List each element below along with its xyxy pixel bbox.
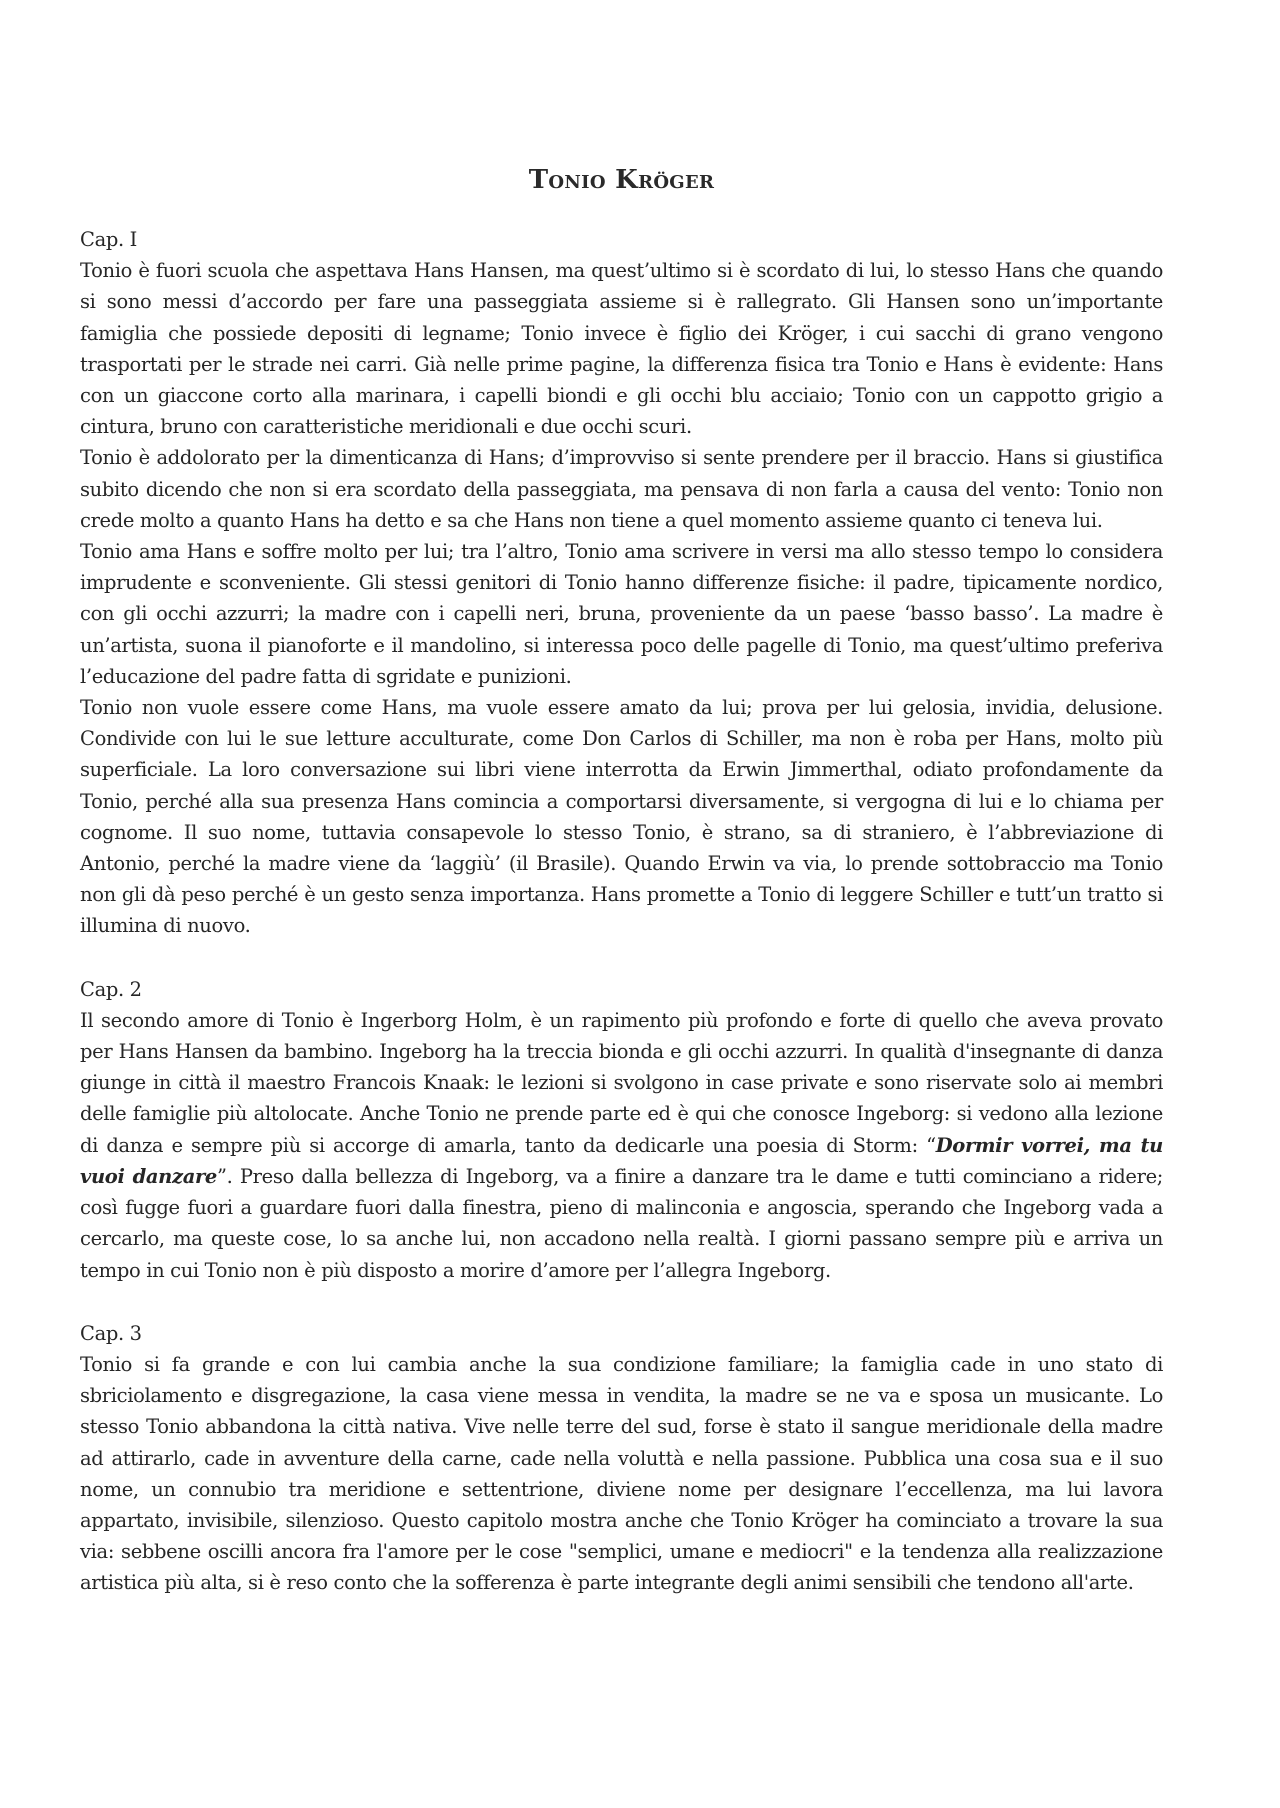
- document-page: [80, 150, 1163, 1599]
- chapter-1: [80, 224, 1163, 942]
- chapter-heading: Cap. I: [80, 228, 138, 251]
- chapter-2: [80, 974, 1163, 1286]
- paragraph: Tonio non vuole essere come Hans, ma vuole essere amato da lui; prova per lui gelosia, invidia, delusione. Condivide con lui le sue letture acculturate, come Don Carlos di Schiller, ma non è roba per Hans, molto più superficiale. La loro conversazione sui libri viene interrotta da Erwin Jimmerthal, odiato profondamente da Tonio, perché alla sua presenza Hans comincia a comportarsi diversamente, si vergogna di lui e lo chiama per cognome. Il suo nome, tuttavia consapevole lo stesso Tonio, è strano, sa di straniero, è l’abbreviazione di Antonio, perché la madre viene da ‘laggiù’ (il Brasile). Quando Erwin va via, lo prende sottobraccio ma Tonio non gli dà peso perché è un gesto senza importanza. Hans promette a Tonio di leggere Schiller e tutt’un tratto si illumina di nuovo.: [80, 696, 1163, 938]
- chapter-heading: Cap. 2: [80, 977, 142, 1001]
- paragraph: Tonio è addolorato per la dimenticanza di Hans; d’improvviso si sente prendere per il braccio. Hans si giustifica subito dicendo che non si era scordato della passeggiata, ma pensava di non farla a causa del vento: Tonio non crede molto a quanto Hans ha detto e sa che Hans non tiene a quel momento assieme quanto ci teneva lui.: [80, 446, 1163, 532]
- paragraph-text: ”. Preso dalla bellezza di Ingeborg, va a finire a danzare tra le dame e tutti cominciano a ridere; così fugge fuori a guardare fuori dalla finestra, pieno di malinconia e angoscia, sperando che Ingeborg vada a cercarlo, ma queste cose, lo sa anche lui, non accadono nella realtà. I giorni passano sempre più e arriva un tempo in cui Tonio non è più disposto a morire d’amore per l’allegra Ingeborg.: [80, 1164, 1164, 1282]
- document-title: Tonio Kröger: [528, 165, 715, 195]
- poem-title: Dormir vorrei, ma tu vuoi danzare: [80, 1133, 1164, 1188]
- paragraph: Tonio è fuori scuola che aspettava Hans Hansen, ma quest’ultimo si è scordato di lui, lo stesso Hans che quando si sono messi d’accordo per fare una passeggiata assieme si è rallegrato. Gli Hansen sono un’importante famiglia che possiede depositi di legname; Tonio invece è figlio dei Kröger, i cui sacchi di grano vengono trasportati per le strade nei carri. Già nelle prime pagine, la differenza fisica tra Tonio e Hans è evidente: Hans con un giaccone corto alla marinara, i capelli biondi e gli occhi blu acciaio; Tonio con un cappotto grigio a cintura, bruno con caratteristiche meridionali e due occhi scuri.: [80, 259, 1163, 439]
- paragraph: [80, 1005, 1163, 1286]
- paragraph-text: Il secondo amore di Tonio è Ingerborg Holm, è un rapimento più profondo e forte di quello che aveva provato per Hans Hansen da bambino. Ingeborg ha la treccia bionda e gli occhi azzurri. In qualità d'insegnante di danza giunge in città il maestro Francois Knaak: le lezioni si svolgono in case private e sono riservate solo ai membri delle famiglie più altolocate. Anche Tonio ne prende parte ed è qui che conosce Ingeborg: si vedono alla lezione di danza e sempre più si accorge di amarla, tanto da dedicarle una poesia di Storm: “: [80, 1008, 1163, 1157]
- paragraph: Tonio si fa grande e con lui cambia anche la sua condizione familiare; la famiglia cade in uno stato di sbriciolamento e disgregazione, la casa viene messa in vendita, la madre se ne va e sposa un musicante. Lo stesso Tonio abbandona la città nativa. Vive nelle terre del sud, forse è stato il sangue meridionale della madre ad attirarlo, cade in avventure della carne, cade nella voluttà e nella passione. Pubblica una cosa sua e il suo nome, un connubio tra meridione e settentrione, diviene nome per designare l’eccellenza, ma lui lavora appartato, invisibile, silenzioso. Questo capitolo mostra anche che Tonio Kröger ha cominciato a trovare la sua via: sebbene oscilli ancora fra l'amore per le cose "semplici, umane e mediocri" e la tendenza alla realizzazione artistica più alta, si è reso conto che la sofferenza è parte integrante degli animi sensibili che tendono all'arte.: [80, 1352, 1163, 1595]
- paragraph: Tonio ama Hans e soffre molto per lui; tra l’altro, Tonio ama scrivere in versi ma allo stesso tempo lo considera imprudente e sconveniente. Gli stessi genitori di Tonio hanno differenze fisiche: il padre, tipicamente nordico, con gli occhi azzurri; la madre con i capelli neri, bruna, proveniente da un paese ‘basso basso’. La madre è un’artista, suona il pianoforte e il mandolino, si interessa poco delle pagelle di Tonio, ma quest’ultimo preferiva l’educazione del padre fatta di sgridate e punizioni.: [80, 540, 1163, 688]
- chapter-3: [80, 1318, 1163, 1599]
- chapter-heading: Cap. 3: [80, 1321, 142, 1345]
